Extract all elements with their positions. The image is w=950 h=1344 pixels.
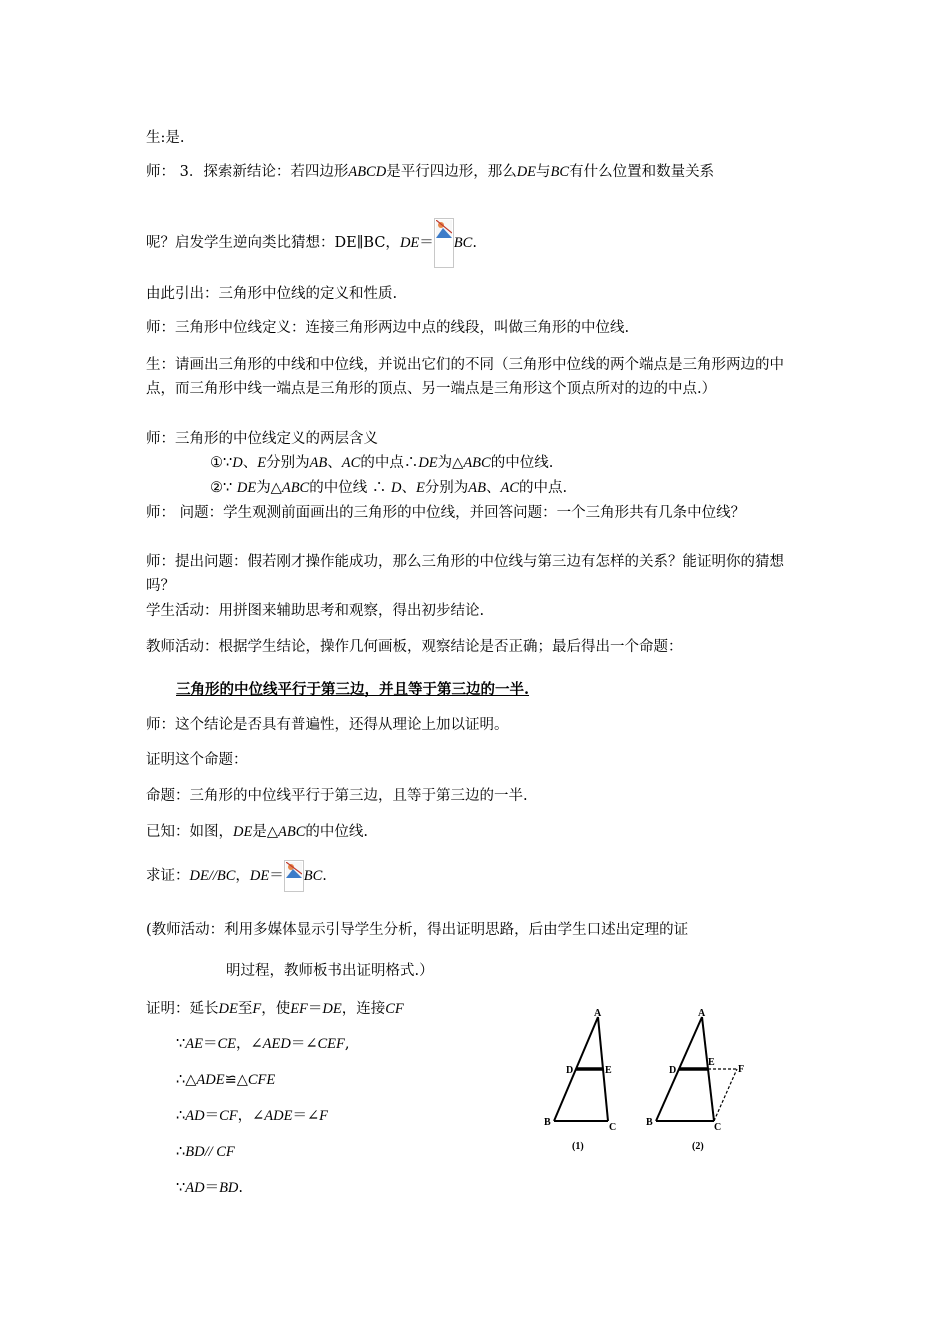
label-b: B	[646, 1117, 653, 1128]
text: .	[322, 868, 327, 884]
label-d: D	[669, 1065, 677, 1076]
line-3	[146, 218, 477, 268]
line-5: 师：三角形中位线定义：连接三角形两边中点的线段，叫做三角形的中位线.	[146, 320, 630, 336]
math: CFE	[247, 1072, 276, 1088]
text: 为△	[256, 480, 282, 496]
text: 、	[242, 455, 258, 471]
text: ，使	[261, 1001, 291, 1017]
math: AC	[500, 480, 520, 496]
math: AD	[185, 1108, 205, 1124]
text: ＝∠	[290, 1036, 318, 1052]
text: ∴	[176, 1108, 186, 1124]
text: ，∠	[237, 1108, 265, 1124]
text: 是△	[252, 824, 278, 840]
text: 分别为	[266, 455, 310, 471]
math: AC	[341, 455, 361, 471]
text: ①∵	[210, 455, 233, 471]
text: ＝	[307, 1001, 323, 1017]
text: ∵	[176, 1180, 186, 1196]
line-8	[210, 451, 553, 475]
label-b: B	[544, 1117, 551, 1128]
line-4: 由此引出：三角形中位线的定义和性质.	[146, 286, 398, 302]
line-10: 师： 问题：学生观测前面画出的三角形的中位线，并回答问题：一个三角形共有几条中位线？	[146, 505, 746, 521]
line-19	[146, 860, 327, 892]
text: 有什么位置和数量关系	[569, 164, 715, 180]
text: 证明：延长	[146, 1001, 219, 1017]
text: 的中点.	[519, 480, 568, 496]
math: CEF	[317, 1036, 345, 1052]
fraction-image-icon	[434, 218, 454, 268]
math-abcd: ABCD	[348, 164, 387, 180]
text: 分别为	[424, 480, 469, 496]
label-c: C	[609, 1122, 617, 1133]
text: 与	[536, 164, 551, 180]
text: 为△	[437, 455, 464, 471]
text: 的中位线.	[490, 455, 554, 471]
math: ABC	[281, 480, 310, 496]
math: ADE	[196, 1072, 225, 1088]
math-de: DE	[516, 164, 537, 180]
math: AE	[185, 1036, 203, 1052]
text: 已知：如图，	[146, 824, 233, 840]
math: E	[415, 480, 425, 496]
proof-step-2	[176, 1070, 275, 1090]
text: 的中位线.	[305, 824, 368, 840]
label-a: A	[698, 1008, 706, 1019]
text: ＝∠	[292, 1108, 320, 1124]
text: ∵	[176, 1036, 186, 1052]
math: ABC	[463, 455, 491, 471]
line-7: 师：三角形的中位线定义的两层含义	[146, 431, 378, 447]
text: ,	[344, 1036, 350, 1052]
line-17: 命题：三角形的中位线平行于第三边，且等于第三边的一半.	[146, 788, 528, 804]
math: DE	[249, 868, 270, 884]
text: 的中位线 ∴	[309, 480, 391, 496]
text: ＝	[202, 1036, 218, 1052]
text: ∴	[176, 1144, 186, 1160]
line-13: 教师活动：根据学生结论，操作几何画板，观察结论是否正确；最后得出一个命题：	[146, 639, 683, 655]
math: BC	[303, 868, 323, 884]
text: ∴△	[176, 1072, 197, 1088]
math: AB	[309, 455, 328, 471]
text: 、	[401, 480, 416, 496]
text: 求证：	[146, 868, 190, 884]
label-e: E	[708, 1057, 715, 1068]
label-f: F	[738, 1064, 745, 1075]
math: E	[257, 455, 267, 471]
text: ＝	[204, 1108, 220, 1124]
label-c: C	[714, 1122, 722, 1133]
math: F	[252, 1001, 262, 1017]
line-16: 证明这个命题：	[146, 752, 248, 768]
text: ＝	[419, 235, 434, 251]
line-21: 明过程，教师板书出证明格式.）	[226, 963, 434, 979]
math: D	[232, 455, 243, 471]
proof-step-4	[176, 1142, 235, 1162]
line-20: (教师活动：利用多媒体显示引导学生分析，得出证明思路，后由学生口述出定理的证	[146, 922, 689, 938]
math: AED	[262, 1036, 291, 1052]
text: ②∵	[210, 480, 237, 496]
line-1: 生:是.	[146, 130, 185, 146]
text: .	[238, 1180, 244, 1196]
line-22	[146, 999, 404, 1019]
line-9	[210, 476, 567, 500]
proof-step-1	[176, 1034, 349, 1054]
triangle-midline-figure	[530, 1005, 770, 1160]
text: 是平行四边形，那么	[386, 164, 517, 180]
math-de: DE	[399, 235, 420, 251]
fraction-image-icon	[284, 860, 304, 892]
text: 、	[486, 480, 501, 496]
text: 至	[237, 1001, 253, 1017]
math: DE	[236, 480, 257, 496]
math: DE	[418, 455, 438, 471]
line-2	[146, 162, 714, 182]
math: DE	[218, 1001, 238, 1017]
text: 、	[327, 455, 342, 471]
text: 呢？启发学生逆向类比猜想：DE∥BC，	[146, 235, 400, 251]
line-11: 师：提出问题：假若刚才操作能成功，那么三角形的中位线与第三边有怎样的关系？能证明你的猜想吗？	[146, 554, 784, 594]
figure-2	[646, 1008, 744, 1152]
math: ADE	[264, 1108, 293, 1124]
proof-step-3	[176, 1106, 328, 1126]
math: CE	[217, 1036, 236, 1052]
math: CF	[385, 1001, 404, 1017]
math: ABC	[278, 824, 306, 840]
math: EF	[290, 1001, 308, 1017]
text: ≌△	[224, 1072, 248, 1088]
text: .	[472, 235, 477, 251]
math: CF	[219, 1108, 238, 1124]
math: DE	[322, 1001, 342, 1017]
math-bc: BC	[550, 164, 570, 180]
proof-step-5	[176, 1178, 243, 1198]
label-a: A	[594, 1008, 602, 1019]
line-12: 学生活动：用拼图来辅助思考和观察，得出初步结论.	[146, 603, 485, 619]
math: AB	[468, 480, 487, 496]
text: ，∠	[235, 1036, 263, 1052]
math: DE//BC	[189, 868, 236, 884]
label-e: E	[605, 1065, 612, 1076]
line-6: 生：请画出三角形的中线和中位线，并说出它们的不同（三角形中位线的两个端点是三角形两边的中点，而三角形中线一端点是三角形的顶点、另一端点是三角形这个顶点所对的边的中点.）	[146, 357, 784, 397]
math: BD// CF	[185, 1144, 235, 1160]
line-15: 师：这个结论是否具有普遍性，还得从理论上加以证明。	[146, 717, 509, 733]
label-d: D	[566, 1065, 574, 1076]
math-bc: BC	[453, 235, 473, 251]
text: ，连接	[341, 1001, 386, 1017]
text: ，	[235, 868, 250, 884]
text: ＝	[204, 1180, 220, 1196]
math: F	[319, 1108, 328, 1124]
text: 的中点∴	[360, 455, 419, 471]
math: DE	[233, 824, 253, 840]
caption-2: (2)	[692, 1141, 704, 1152]
line-18	[146, 822, 368, 842]
caption-1: (1)	[572, 1141, 584, 1152]
text: 师： 3．探索新结论：若四边形	[146, 164, 349, 180]
math: AD	[185, 1180, 205, 1196]
figure-1	[544, 1008, 616, 1152]
theorem-statement: 三角形的中位线平行于第三边，并且等于第三边的一半.	[176, 681, 530, 698]
math: D	[390, 480, 402, 496]
math: BD	[219, 1180, 239, 1196]
text: ＝	[269, 868, 284, 884]
